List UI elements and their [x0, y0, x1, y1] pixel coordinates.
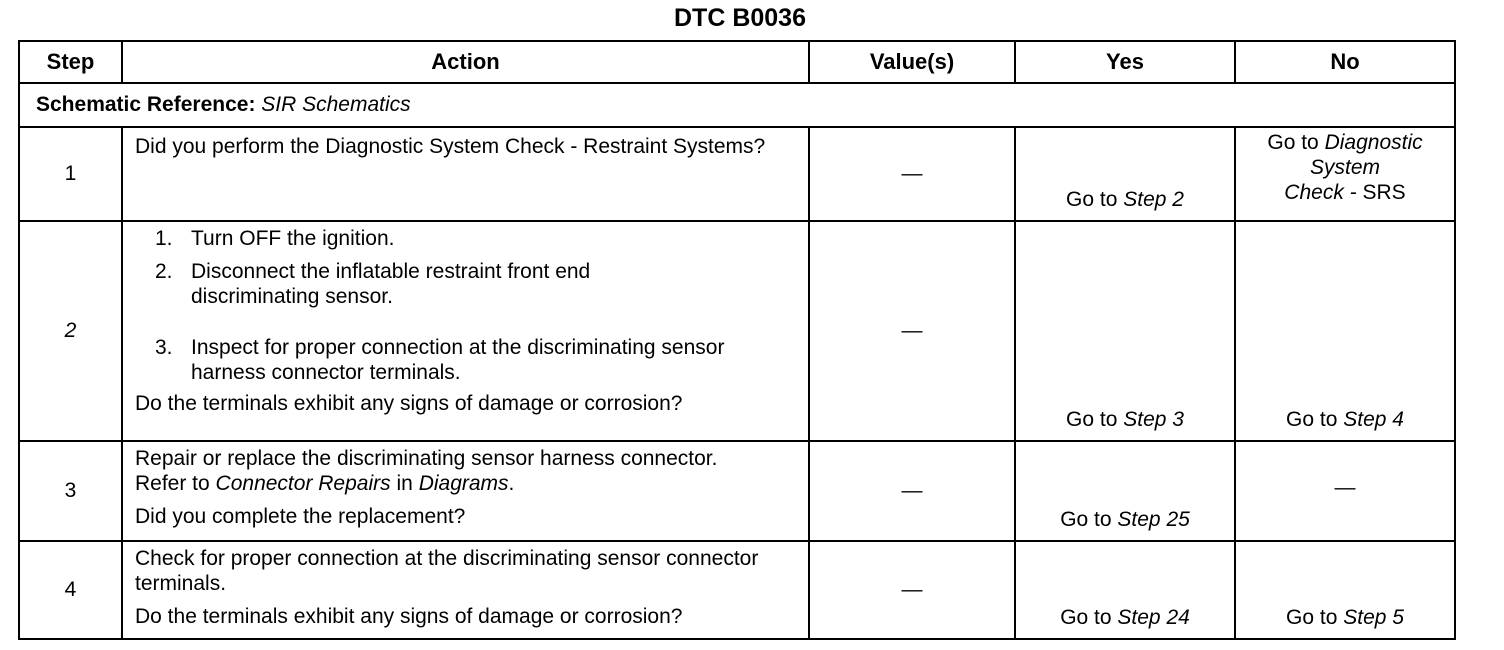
table-row — [19, 221, 1455, 441]
header-row — [19, 41, 1455, 83]
connector-repairs-link[interactable]: Connector Repairs — [215, 472, 391, 495]
schematic-reference-row — [19, 83, 1455, 127]
no-target-cont[interactable]: Check - — [1284, 181, 1357, 204]
action-text — [122, 127, 809, 221]
table-row — [19, 127, 1455, 221]
step-number: 2 — [19, 221, 122, 441]
header-yes: Yes — [1015, 41, 1235, 83]
no-suffix: SRS — [1362, 181, 1406, 204]
action-question: Do the terminals exhibit any signs of damage or corrosion? — [135, 392, 683, 415]
yes-cell[interactable] — [1015, 441, 1235, 541]
header-values: Value(s) — [809, 41, 1015, 83]
list-item: 3. Inspect for proper connection at the discriminating sensor harness connector terminals. — [155, 336, 725, 384]
dtc-table — [18, 40, 1456, 640]
table-row — [19, 541, 1455, 639]
table-row — [19, 441, 1455, 541]
yes-prefix: Go to — [1060, 508, 1112, 531]
value-cell: — — [809, 441, 1015, 541]
no-cell[interactable] — [1235, 541, 1455, 639]
yes-target[interactable]: Step 3 — [1123, 408, 1184, 431]
step-number: 1 — [19, 127, 122, 221]
yes-prefix: Go to — [1060, 606, 1112, 629]
yes-target[interactable]: Step 25 — [1117, 508, 1190, 531]
value-cell: — — [809, 541, 1015, 639]
list-item: 2. Disconnect the inflatable restraint front end discriminating sensor. — [155, 260, 591, 308]
header-action: Action — [122, 41, 809, 83]
no-target[interactable]: Step 4 — [1343, 408, 1404, 431]
header-step: Step — [19, 41, 122, 83]
no-target[interactable]: Diagnostic System — [1309, 131, 1423, 179]
action-question: Did you perform the Diagnostic System Check - Restraint Systems? — [135, 135, 766, 158]
value-cell: — — [809, 127, 1015, 221]
list-item: 1. Turn OFF the ignition. — [155, 227, 395, 250]
no-cell[interactable] — [1235, 127, 1455, 221]
no-prefix: Go to — [1267, 131, 1319, 154]
yes-prefix: Go to — [1066, 408, 1118, 431]
action-question: Did you complete the replacement? — [135, 505, 466, 528]
value-cell: — — [809, 221, 1015, 441]
yes-prefix: Go to — [1066, 188, 1118, 211]
yes-target[interactable]: Step 2 — [1123, 188, 1184, 211]
no-cell: — — [1235, 441, 1455, 541]
no-prefix: Go to — [1286, 606, 1338, 629]
yes-cell[interactable] — [1015, 221, 1235, 441]
action-text: Repair or replace the discriminating sensor harness connector. Refer to Connector Repairs in Diagrams. Did you complete the replacement? — [122, 441, 809, 541]
header-no: No — [1235, 41, 1455, 83]
no-target[interactable]: Step 5 — [1343, 606, 1404, 629]
action-text: Check for proper connection at the discriminating sensor connector terminals. Do the terminals exhibit any signs of damage or corrosion? — [122, 541, 809, 639]
no-prefix: Go to — [1286, 408, 1338, 431]
action-text — [122, 221, 809, 441]
schematic-reference-link[interactable]: SIR Schematics — [261, 93, 411, 116]
page-title: DTC B0036 — [674, 4, 806, 32]
yes-target[interactable]: Step 24 — [1117, 606, 1190, 629]
yes-cell[interactable] — [1015, 541, 1235, 639]
step-number: 4 — [19, 541, 122, 639]
diagrams-link[interactable]: Diagrams — [418, 472, 509, 495]
yes-cell[interactable] — [1015, 127, 1235, 221]
step-number: 3 — [19, 441, 122, 541]
schematic-reference-label: Schematic Reference: — [36, 93, 256, 116]
action-question: Do the terminals exhibit any signs of damage or corrosion? — [135, 605, 683, 628]
no-cell[interactable] — [1235, 221, 1455, 441]
